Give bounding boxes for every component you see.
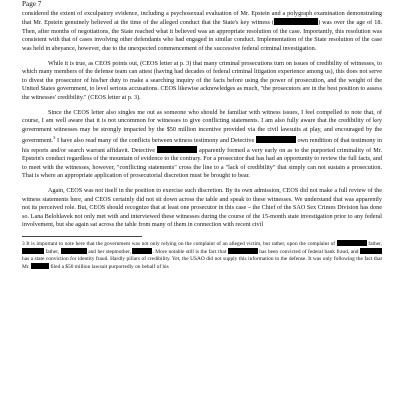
redaction-bar [22,248,44,254]
redaction-bar [228,248,258,254]
paragraph-3-text-d: apparently formed a very early on as to the purported criminality of Mr. Epstein's conduct regardless of the mountain of evidence to the contrary. For a prosecutor that has had an opportunity to review the full facts, and to meet with the witnesses, however, "conflicting statements" cross the line to a "lack of credibility" that simply can not sustain a prosecution. That is where an appropriate application of prosecutorial discretion must be brought to bear. [22,146,382,179]
paragraph-1-text-a: considered the extent of exculpatory evidence, including a psychosexual evaluation of Mr. Epstein and a polygraph examination demonstrating that Mr. Epstein genuinely believed at the time of the alleged conduct that the State's key witness ( [22,10,382,27]
footnote-text-e: . More notable still is the fact that [152,249,228,256]
redaction-bar [274,18,318,25]
redaction-bar [31,263,49,269]
footnote-text-c: father, [44,249,61,256]
footnote-ref: 3 [53,135,56,141]
redaction-bar [132,248,152,254]
footnote-text-g: has a state conviction for identity fraud. Hardly pillars of credibility. Yet, the USAO did not supply this information to the defense. It was only following the fact that Mr. [22,256,382,271]
paragraph-1-text-b: ) was over the age of 18. Then, after months of negotiations, the State reached what it believed was an appropriate resolution of the case. Importantly, this resolution was consistent with that of cases involving other defendants who had engaged in similar conduct. Implementation of the State resolution of the case was held in abeyance, however, due to the unexpected commencement of the successive federal criminal investigation. [22,19,382,52]
redaction-bar [256,136,296,143]
footnote-text-b: father, [366,241,382,248]
page-number: Page 7 [22,0,42,8]
footnote-3 [22,240,382,271]
footnote-text-f: has been convicted of federal bank fraud, and [257,249,360,256]
footnote-text-h: filed a $50 million lawsuit purportedly on behalf of his [49,264,169,271]
redaction-bar [61,248,87,254]
footnote-text-a: 3 It is important to note here that the government was not only relying on the complaint of an alleged victim, but rather, upon the complaint of [22,241,337,248]
paragraph-3-text-c: own rendition of that testimony in his reports and/or search warrant affidavit. Detective [22,137,382,154]
redaction-bar [337,240,367,246]
paragraph-2: While it is true, as CEOS points out, (CEOS letter at p. 3) that many criminal prosecutions turn on issues of credibility of witnesses, to which many members of the defense team can attest (having had decades of federal criminal litigation experience among us), this does not serve to divest the prosecutor of his/her duty to make a searching inquiry of the facts before using the power of prosecution, and the weight of the United States government, to level serious accusations. CEOS likewise acknowledges as much, "the prosecutors are in the best position to assess the witnesses' credibility." (CEOS letter at p. 3). [22,60,382,101]
redaction-bar [157,146,197,153]
paragraph-3-text-a: Since the CEOS letter also singles me out as someone who should be familiar with witness issues, I feel compelled to note that, of course, I am well aware that it is not uncommon for witnesses to give conflicting statements. I am also fully aware that the credibility of key government witnesses may be strongly impacted by the $50 million incentive provided via the civil lawsuits at play, and encouraged by the government. [22,109,382,145]
redaction-bar [360,248,382,254]
paragraph-3-text-b: I have also read many of the conflicts between witness testimony and Detective [55,137,256,145]
paragraph-4: Again, CEOS was not itself in the position to exercise such discretion. By its own admission, CEOS did not make a full review of the witness statements here, and CEOS certainly did not sit down across the table and speak to these witnesses. We understand that was apparently not its perceived role. But, CEOS should recognize that at least one prosecutor in this case – the Chief of the SAO Sex Crimes Division has done so. Lana Belohlavek not only met with and interviewed these witnesses during the course of the 15-month state investigation prior to any federal involvement, but she again sat across the table from many of them in connection with recent civil [22,187,382,228]
paragraph-1 [22,10,382,53]
footnote-divider [22,236,142,237]
paragraph-3 [22,109,382,180]
footnote-text-d: and her stepmother, [86,249,133,256]
